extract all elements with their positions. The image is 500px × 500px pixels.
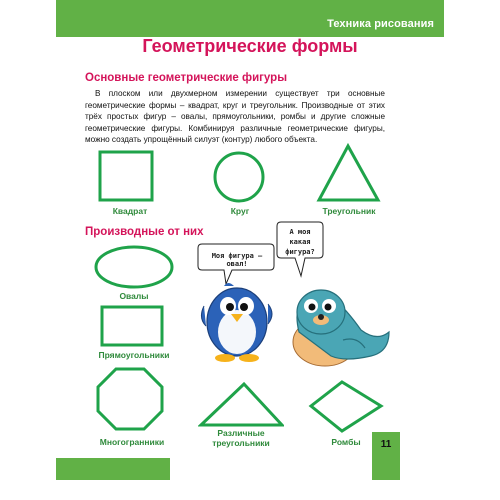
label-rectangle: Прямоугольники	[98, 350, 170, 360]
page-number: 11	[372, 432, 400, 480]
rhombus-shape	[308, 379, 384, 435]
label-polygon: Многогранники	[99, 437, 165, 447]
label-triangle: Треугольник	[322, 206, 376, 216]
square-shape	[97, 150, 157, 202]
page-title: Геометрические формы	[142, 36, 358, 56]
label-rhombus: Ромбы	[331, 437, 361, 447]
triangle-shape	[316, 142, 382, 204]
oval-shape	[92, 243, 176, 291]
circle-shape	[212, 150, 268, 204]
section-label: Техника рисования	[327, 18, 434, 30]
label-square: Квадрат	[112, 206, 148, 216]
scalene-triangle-shape	[198, 381, 284, 429]
label-circle: Круг	[230, 206, 250, 216]
intro-paragraph: В плоском или двухмерном измерении существует три основные геометрические формы – квадрат, круг и треугольник. Производные от этих трёх простых фигур – овалы, прямоугольники, ромбы и другие сложные геометрические фигуры. Комбинируя различные геометрические фигуры, можно создать упрощённый силуэт (контур) любого объекта.	[85, 89, 385, 144]
label-triangles: Различные треугольники	[212, 428, 270, 448]
section-heading-basic: Основные геометрические фигуры	[85, 72, 288, 84]
footer-bar	[56, 458, 170, 480]
section-heading-derived: Производные от них	[85, 226, 204, 238]
seal-speech: А моя какая фигура?	[285, 228, 315, 256]
penguin-illustration	[198, 278, 276, 364]
octagon-shape	[94, 366, 166, 432]
label-oval: Овалы	[119, 291, 149, 301]
seal-illustration	[285, 270, 395, 370]
rectangle-shape	[99, 304, 167, 348]
penguin-speech: Моя фигура – овал!	[211, 252, 263, 268]
